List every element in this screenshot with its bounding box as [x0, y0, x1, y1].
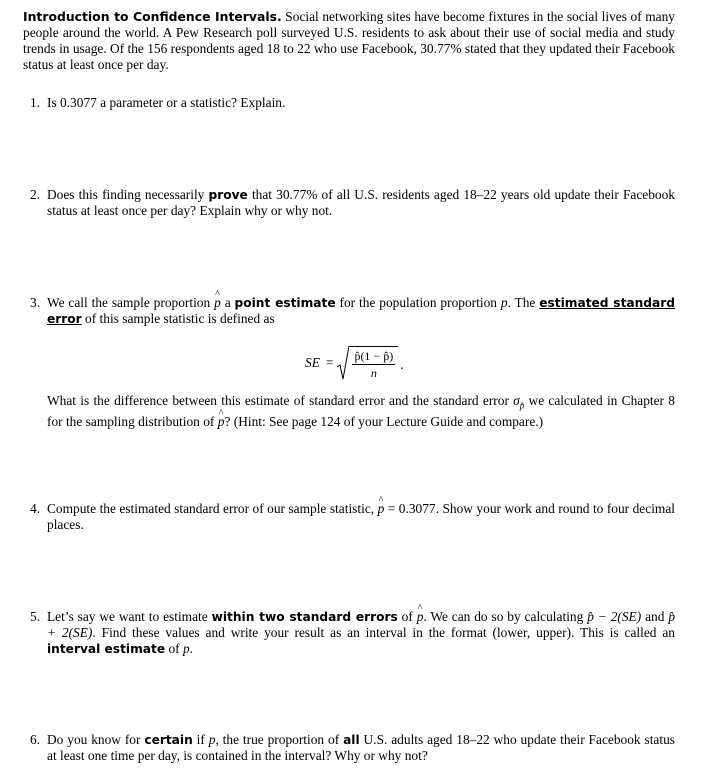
symbol-p-hat: ^ p — [378, 501, 385, 517]
question-number: 6. — [30, 732, 41, 747]
question-text: Does this finding necessarily — [47, 187, 205, 202]
question-text: . Find these values and write your result as an interval in the format (lower, upper). This is called an — [92, 625, 675, 640]
intro-title: Introduction to Confidence Intervals. — [23, 9, 282, 24]
intro-text: Social networking sites have become fixtures in the social lives of many people around the world. A Pew Research poll surveyed U.S. residents to ask about their use of social media and study trends in usage. Of the 156 respondents aged 18 to 22 who use Facebook, 30.77% stated that they updated their Facebook status at least once per day. — [23, 9, 675, 72]
question-text: ? (Hint: See page 124 of your Lecture Guide and compare.) — [224, 413, 544, 429]
emphasis-point-estimate: point estimate — [234, 296, 336, 310]
symbol-p-hat: ^ p — [218, 414, 225, 430]
emphasis-interval-estimate: interval estimate — [47, 642, 166, 656]
question-text: Do you know for — [47, 732, 141, 747]
question-text: . We can do so by calculating — [423, 609, 584, 624]
question-text: U.S. adults aged 18–22 who update their Facebook status at least one time per day, is contained in the interval? Why or why not? — [47, 732, 675, 763]
expression-upper-bound: p̂ + 2(SE) — [47, 609, 676, 640]
expression-lower-bound: p̂ − 2(SE) — [587, 609, 642, 624]
question-4 — [30, 501, 675, 533]
formula-period: . — [400, 357, 404, 372]
question-text: and — [645, 609, 665, 624]
symbol-p-hat: ^ p — [417, 609, 424, 625]
emphasis-certain: certain — [144, 733, 193, 747]
symbol-p: p — [182, 641, 190, 656]
question-text: Compute the estimated standard error of our sample statistic, — [47, 501, 375, 516]
question-1 — [30, 95, 675, 111]
emphasis-estimated-standard-error: estimated standard error — [47, 296, 675, 326]
question-text: of — [401, 609, 413, 624]
question-number: 3. — [30, 295, 41, 310]
square-root — [337, 345, 398, 381]
question-3-followup — [30, 393, 675, 430]
question-text: if — [196, 732, 205, 747]
formula-equals: = — [325, 355, 334, 370]
emphasis-all: all — [343, 733, 360, 747]
question-text: . — [189, 641, 194, 656]
question-number: 4. — [30, 501, 41, 516]
question-3 — [30, 295, 675, 327]
question-text: Let’s say we want to estimate — [47, 609, 208, 624]
emphasis-prove: prove — [208, 188, 248, 202]
question-5 — [30, 609, 675, 657]
symbol-p: p — [208, 732, 216, 747]
formula-lhs: SE — [305, 355, 320, 370]
standard-error-formula — [305, 345, 404, 381]
symbol-p: p — [500, 295, 508, 310]
symbol-sigma: σ — [513, 393, 520, 408]
question-text: What is the difference between this estimate of standard error and the standard error — [47, 393, 509, 408]
question-6 — [30, 732, 675, 764]
question-text: Is 0.3077 a parameter or a statistic? Explain. — [47, 95, 286, 110]
question-text: of this sample statistic is defined as — [85, 311, 275, 326]
formula-denominator: n — [370, 366, 377, 380]
question-2 — [30, 187, 675, 219]
formula-numerator: p̂(1 − p̂) — [354, 349, 394, 363]
intro-paragraph — [23, 9, 675, 73]
radical-sign-icon — [337, 345, 349, 381]
question-text: for the population proportion — [339, 295, 497, 310]
question-number: 1. — [30, 95, 41, 110]
formula-fraction — [349, 346, 398, 381]
question-number: 2. — [30, 187, 41, 202]
question-text: We call the sample proportion — [47, 295, 211, 310]
question-text: a — [224, 295, 231, 310]
symbol-sigma-subscript: p̂ — [519, 400, 525, 411]
question-number: 5. — [30, 609, 41, 624]
question-text: , the true proportion of — [215, 732, 340, 747]
question-text: that 30.77% of all U.S. residents aged 18–22 years old update their Facebook status at least once per day? Explain why or why not. — [47, 187, 676, 218]
question-text: . The — [507, 295, 536, 310]
question-text: we calculated in Chapter 8 for the sampling distribution of — [47, 393, 675, 429]
symbol-p-hat: ^ p — [214, 295, 221, 311]
emphasis-within-two-standard-errors: within two standard errors — [211, 610, 398, 624]
question-text: = 0.3077. Show your work and round to four decimal places. — [47, 501, 675, 532]
question-text: of — [168, 641, 180, 656]
